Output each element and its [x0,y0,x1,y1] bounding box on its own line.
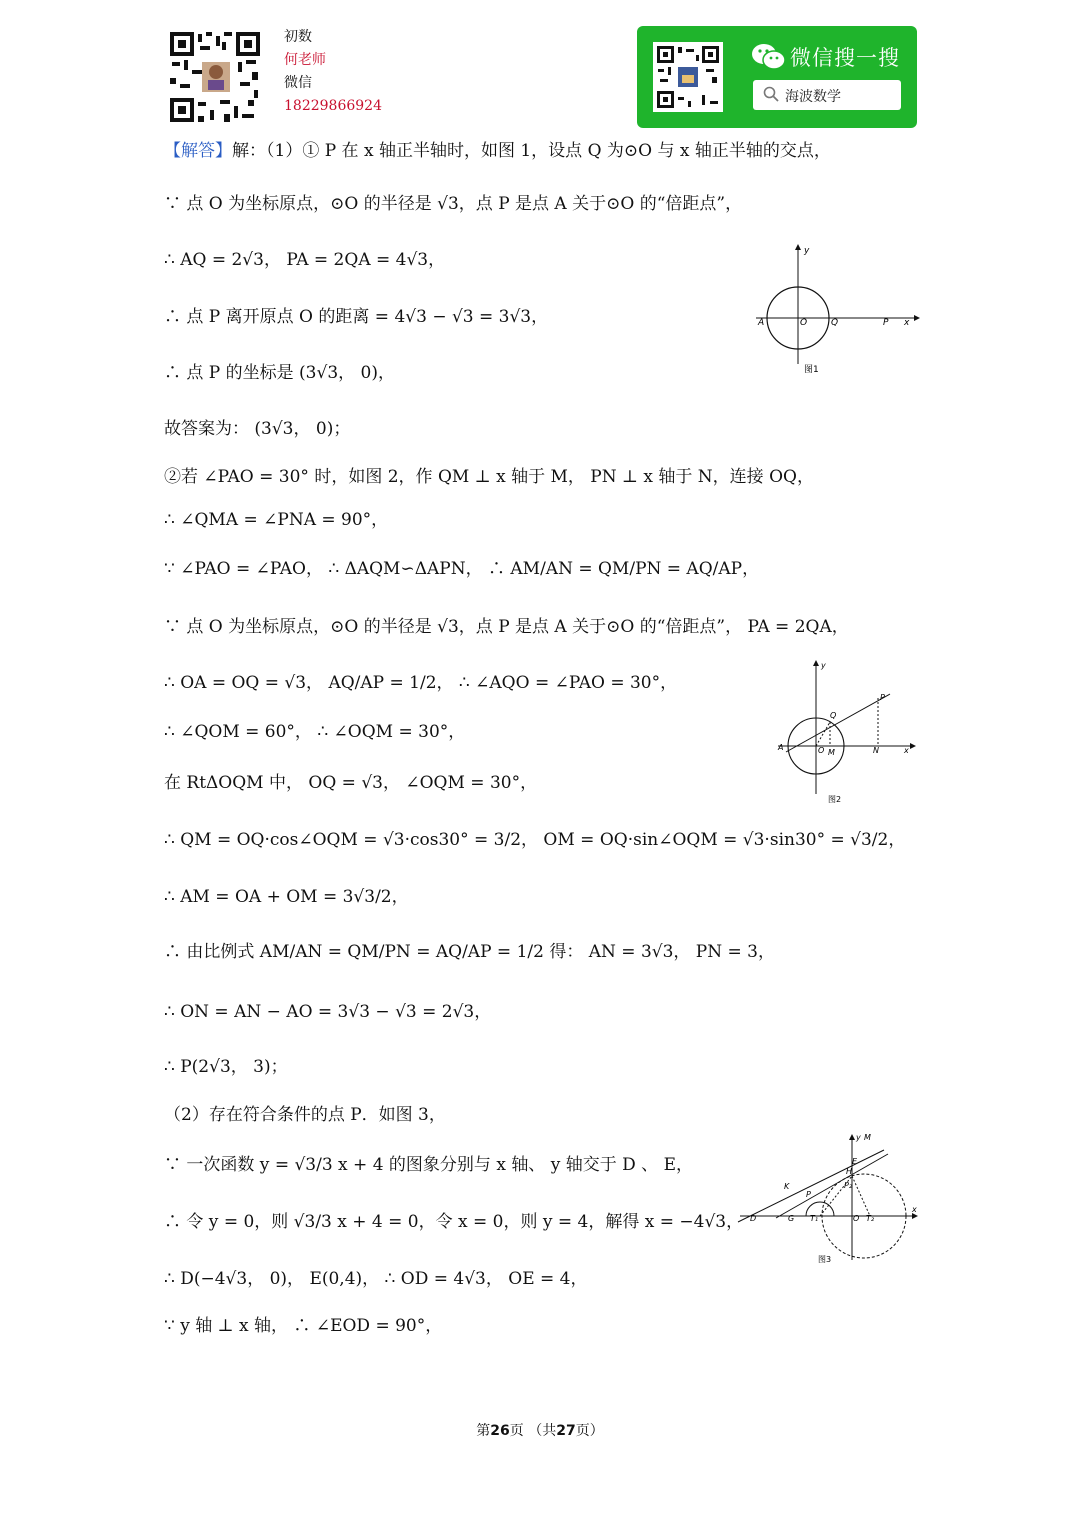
figure-3-caption: 图3 [818,1255,832,1264]
solution-line-3: ∴ AQ = 2√3， PA = 2QA = 4√3， [164,250,446,270]
wechat-logo-icon [751,42,787,76]
svg-text:H: H [846,1167,853,1176]
solution-line-6: 故答案为： (3√3， 0)； [164,419,351,439]
svg-text:y: y [821,661,826,670]
svg-text:Q: Q [831,318,839,328]
figure-2-caption: 图2 [828,795,842,804]
wechat-search-text: 海波数学 [785,89,841,105]
page-total: 27 [556,1423,576,1439]
solution-line-15: ∴ AM = OA + OM = 3√3/2， [164,887,409,907]
solution-line-9: ∵ ∠PAO = ∠PAO， ∴ ΔAQM∽ΔAPN， ∴ AM/AN = QM/PN = AQ/AP， [164,559,760,579]
solution-line-18: ∴ P(2√3， 3)； [164,1057,288,1077]
svg-text:x: x [904,318,910,328]
svg-text:M: M [828,748,835,757]
solution-line-2: ∵ 点 O 为坐标原点，⊙O 的半径是 √3，点 P 是点 A 关于⊙O 的“倍距点”， [164,194,743,214]
svg-text:O: O [800,318,808,328]
svg-text:T₂: T₂ [866,1214,875,1223]
solution-line-11: ∴ OA = OQ = √3， AQ/AP = 1/2， ∴ ∠AQO = ∠PAO = 30°， [164,673,678,693]
svg-text:P: P [883,318,889,328]
header-line-phone: 18229866924 [284,98,382,114]
svg-text:P₂: P₂ [844,1181,853,1190]
solution-line-16: ∴ 由比例式 AM/AN = QM/PN = AQ/AP = 1/2 得： AN = 3√3， PN = 3， [164,942,775,962]
svg-text:E: E [852,1157,858,1166]
header-line-wechat: 微信 [284,75,312,91]
svg-text:P: P [806,1190,811,1199]
svg-text:x: x [912,1205,917,1214]
wechat-search-title: 微信搜一搜 [790,46,900,70]
solution-line-13: 在 RtΔOQM 中， OQ = √3， ∠OQM = 30°， [164,773,538,793]
footer-mid: 页 （共 [509,1423,557,1439]
svg-text:M: M [864,1133,871,1142]
figure-1-caption: 图1 [804,365,819,375]
solution-line-10: ∵ 点 O 为坐标原点，⊙O 的半径是 √3，点 P 是点 A 关于⊙O 的“倍距点”， PA = 2QA， [164,617,849,637]
teacher-contact [284,26,382,118]
svg-text:O: O [853,1214,860,1223]
svg-text:A: A [758,318,765,328]
solution-line-4: ∴ 点 P 离开原点 O 的距离 = 4√3 − √3 = 3√3， [164,307,549,327]
solution-line-12: ∴ ∠QOM = 60°， ∴ ∠OQM = 30°， [164,722,466,742]
figure-2 [774,656,920,812]
svg-text:G: G [788,1214,795,1223]
svg-text:y: y [856,1133,861,1142]
solution-line-5: ∴ 点 P 的坐标是 (3√3， 0)， [164,363,396,383]
solution-line-19: （2）存在符合条件的点 P．如图 3， [164,1105,446,1125]
page-number: 26 [490,1423,510,1439]
svg-text:T₁: T₁ [810,1214,819,1223]
svg-text:x: x [904,746,909,755]
footer-post: 页） [575,1423,604,1439]
solution-text: 解：（1）① P 在 x 轴正半轴时，如图 1，设点 Q 为⊙O 与 x 轴正半轴的交点， [232,141,831,161]
search-icon [763,86,779,106]
wechat-search-banner[interactable] [637,26,917,128]
svg-text:K: K [784,1182,790,1191]
solution-line-8: ∴ ∠QMA = ∠PNA = 90°， [164,510,389,530]
answer-label: 【解答】 [164,141,232,161]
teacher-qr-code [168,30,262,124]
solution-line-20: ∵ 一次函数 y = √3/3 x + 4 的图象分别与 x 轴、 y 轴交于 D 、 E， [164,1155,693,1175]
solution-line-21: ∴ 令 y = 0，则 √3/3 x + 4 = 0，令 x = 0，则 y = 4，解得 x = −4√3， [164,1212,744,1232]
solution-line-17: ∴ ON = AN − AO = 3√3 − √3 = 2√3， [164,1002,492,1022]
svg-text:y: y [804,246,810,256]
svg-text:A: A [778,743,784,752]
solution-line-7: ②若 ∠PAO = 30° 时，如图 2，作 QM ⊥ x 轴于 M， PN ⊥ x 轴于 N，连接 OQ， [164,467,814,487]
svg-text:Q: Q [830,711,837,720]
solution-line-22: ∴ D(−4√3， 0)， E(0,4)， ∴ OD = 4√3， OE = 4， [164,1269,588,1289]
header-line-course: 初数 [284,29,312,45]
figure-1 [752,242,922,382]
wechat-qr-code [653,42,723,112]
footer-pre: 第 [476,1423,491,1439]
svg-text:P: P [880,693,885,702]
solution-line-23: ∵ y 轴 ⊥ x 轴， ∴ ∠EOD = 90°， [164,1316,443,1336]
svg-text:D: D [750,1214,757,1223]
solution-line-14: ∴ QM = OQ·cos∠OQM = √3·cos30° = 3/2， OM = OQ·sin∠OQM = √3·sin30° = √3/2， [164,830,906,850]
svg-text:O: O [818,746,825,755]
wechat-search-box[interactable] [753,80,901,110]
solution-line-1 [164,140,831,162]
svg-text:N: N [873,746,879,755]
page-footer [0,1420,1080,1440]
figure-3 [736,1130,920,1270]
header-line-teacher: 何老师 [284,52,326,68]
